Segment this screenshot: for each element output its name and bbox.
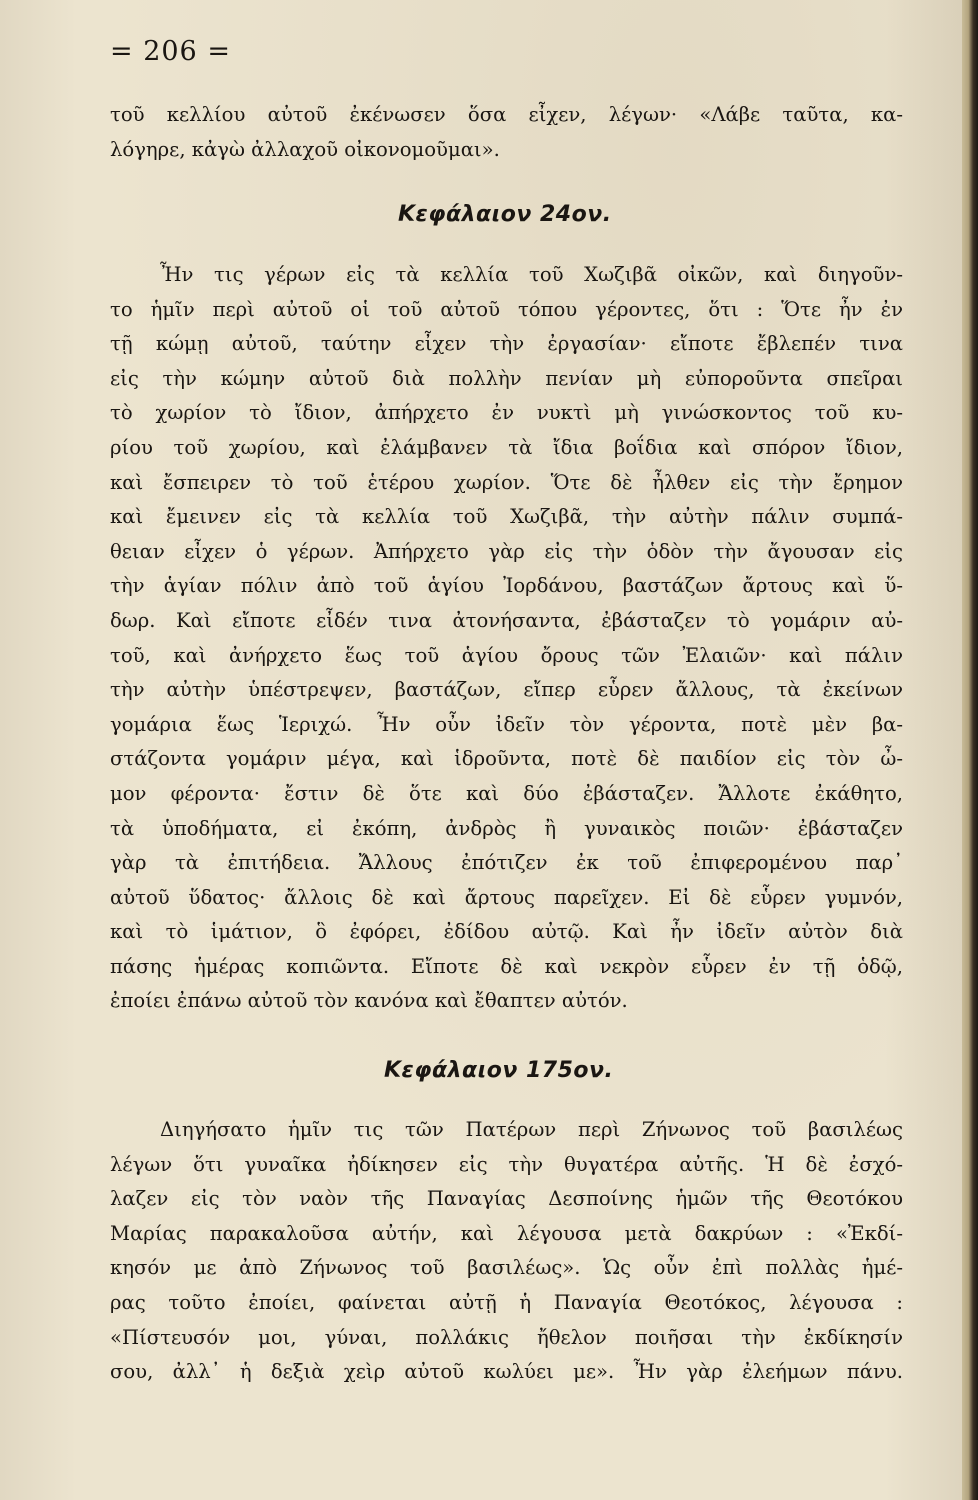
- chapter-175-paragraph: [110, 1113, 903, 1390]
- text-line: εἰς τὴν κώμην αὐτοῦ διὰ πολλὴν πενίαν μὴ εὐποροῦντα σπεῖραι: [110, 366, 903, 390]
- text-line: τὸ χωρίον τὸ ἴδιον, ἀπήρχετο ἐν νυκτὶ μὴ γινώσκοντος τοῦ κυ-: [110, 401, 903, 425]
- text-line: τὴν αὐτὴν ὑπέστρεψεν, βαστάζων, εἴπερ εὗρεν ἄλλους, τὰ ἐκείνων: [110, 678, 903, 702]
- text-line: αὐτοῦ ὕδατος· ἄλλοις δὲ καὶ ἄρτους παρεῖχεν. Εἰ δὲ εὗρεν γυμνόν,: [110, 885, 903, 909]
- text-line: ἐποίει ἐπάνω αὐτοῦ τὸν κανόνα καὶ ἔθαπτεν αὐτόν.: [110, 989, 628, 1013]
- text-line: κησόν με ἀπὸ Ζήνωνος τοῦ βασιλέως». Ὡς οὖν ἐπὶ πολλὰς ἡμέ-: [110, 1256, 903, 1280]
- text-line: θειαν εἶχεν ὁ γέρων. Ἀπήρχετο γὰρ εἰς τὴν ὁδὸν τὴν ἄγουσαν εἰς: [110, 539, 903, 563]
- text-line: λέγων ὅτι γυναῖκα ἠδίκησεν εἰς τὴν θυγατέρα αὐτῆς. Ἡ δὲ ἐσχό-: [110, 1152, 903, 1176]
- text-line: λόγηρε, κἀγὼ ἀλλαχοῦ οἰκονομοῦμαι».: [110, 137, 500, 161]
- page-number: = 206 =: [110, 36, 231, 67]
- chapter-175-heading: Κεφάλαιον 175ον.: [384, 1058, 614, 1083]
- intro-paragraph: [110, 98, 903, 167]
- text-line: ρας τοῦτο ἐποίει, φαίνεται αὐτῇ ἡ Παναγία Θεοτόκος, λέγουσα :: [110, 1290, 903, 1314]
- text-line: «Πίστευσόν μοι, γύναι, πολλάκις ἤθελον ποιῆσαι τὴν ἐκδίκησίν: [110, 1325, 903, 1349]
- text-line: μον φέροντα· ἔστιν δὲ ὅτε καὶ δύο ἐβάσταζεν. Ἄλλοτε ἐκάθητο,: [110, 781, 903, 805]
- text-line: ρίου τοῦ χωρίου, καὶ ἐλάμβανεν τὰ ἴδια βοΐδια καὶ σπόρον ἴδιον,: [110, 435, 903, 459]
- text-line: το ἡμῖν περὶ αὐτοῦ οἱ τοῦ αὐτοῦ τόπου γέροντες, ὅτι : Ὅτε ἦν ἐν: [110, 297, 903, 321]
- text-line: σου, ἀλλ᾽ ἡ δεξιὰ χεὶρ αὐτοῦ κωλύει με». Ἦν γὰρ ἐλεήμων πάνυ.: [110, 1360, 903, 1384]
- page-edge-shadow: [962, 0, 978, 1500]
- text-line: Διηγήσατο ἡμῖν τις τῶν Πατέρων περὶ Ζήνωνος τοῦ βασιλέως: [160, 1118, 903, 1141]
- text-line: καὶ τὸ ἱμάτιον, ὃ ἐφόρει, ἐδίδου αὐτῷ. Καὶ ἦν ἰδεῖν αὐτὸν διὰ: [110, 920, 903, 944]
- text-line: Μαρίας παρακαλοῦσα αὐτήν, καὶ λέγουσα μετὰ δακρύων : «Ἐκδί-: [110, 1221, 903, 1245]
- text-line: τὰ ὑποδήματα, εἰ ἐκόπη, ἀνδρὸς ἢ γυναικὸς ποιῶν· ἐβάσταζεν: [110, 816, 903, 840]
- text-line: τοῦ κελλίου αὐτοῦ ἐκένωσεν ὅσα εἶχεν, λέγων· «Λάβε ταῦτα, κα-: [110, 103, 903, 126]
- text-line: γὰρ τὰ ἐπιτήδεια. Ἄλλους ἐπότιζεν ἐκ τοῦ ἐπιφερομένου παρ᾽: [110, 851, 903, 875]
- text-line: τοῦ, καὶ ἀνήρχετο ἕως τοῦ ἁγίου ὄρους τῶν Ἐλαιῶν· καὶ πάλιν: [110, 643, 903, 667]
- text-line: τῇ κώμῃ αὐτοῦ, ταύτην εἶχεν τὴν ἐργασίαν· εἴποτε ἔβλεπέν τινα: [110, 332, 903, 356]
- text-line: καὶ ἔμεινεν εἰς τὰ κελλία τοῦ Χωζιβᾶ, τὴν αὐτὴν πάλιν συμπά-: [110, 505, 903, 529]
- text-line: δωρ. Καὶ εἴποτε εἶδέν τινα ἀτονήσαντα, ἐβάσταζεν τὸ γομάριν αὐ-: [110, 608, 903, 632]
- text-line: στάζοντα γομάριν μέγα, καὶ ἱδροῦντα, ποτὲ δὲ παιδίον εἰς τὸν ὦ-: [110, 747, 903, 771]
- chapter-24-heading: Κεφάλαιον 24ον.: [398, 202, 612, 227]
- text-line: πάσης ἡμέρας κοπιῶντα. Εἴποτε δὲ καὶ νεκρὸν εὗρεν ἐν τῇ ὁδῷ,: [110, 954, 903, 978]
- text-line: καὶ ἔσπειρεν τὸ τοῦ ἑτέρου χωρίον. Ὅτε δὲ ἦλθεν εἰς τὴν ἔρημον: [110, 470, 903, 494]
- text-line: Ἦν τις γέρων εἰς τὰ κελλία τοῦ Χωζιβᾶ οἰκῶν, καὶ διηγοῦν-: [160, 263, 903, 286]
- text-line: τὴν ἁγίαν πόλιν ἀπὸ τοῦ ἁγίου Ἰορδάνου, βαστάζων ἄρτους καὶ ὕ-: [110, 574, 903, 598]
- chapter-24-paragraph: [110, 258, 903, 1019]
- text-line: λαζεν εἰς τὸν ναὸν τῆς Παναγίας Δεσποίνης ἡμῶν τῆς Θεοτόκου: [110, 1187, 903, 1211]
- text-line: γομάρια ἕως Ἱεριχώ. Ἦν οὖν ἰδεῖν τὸν γέροντα, ποτὲ μὲν βα-: [110, 712, 903, 736]
